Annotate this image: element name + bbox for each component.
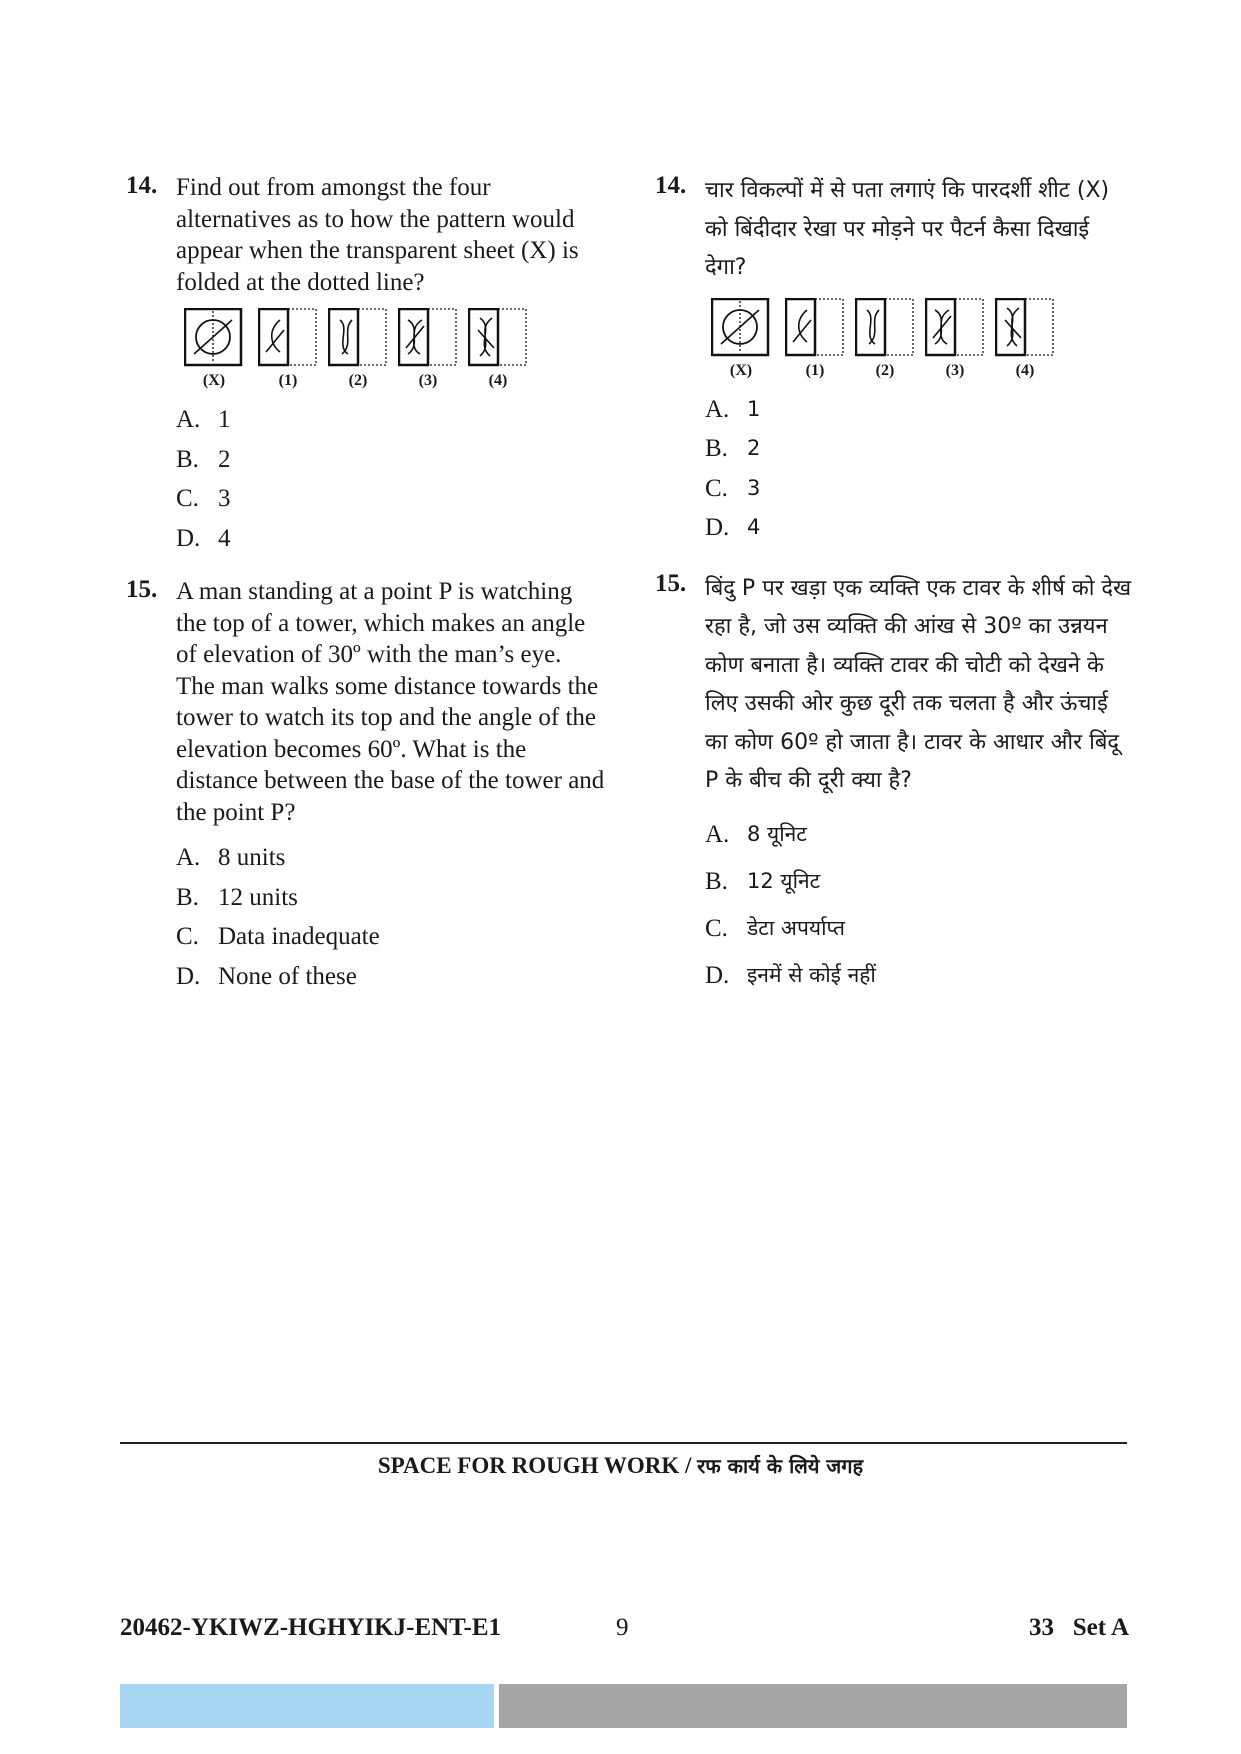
set-label: 33 Set A bbox=[1029, 1614, 1129, 1641]
question-15-hi bbox=[655, 570, 1135, 999]
answer-options bbox=[176, 838, 606, 996]
question-14-hi bbox=[655, 172, 1135, 548]
figure-option-1 bbox=[785, 298, 845, 380]
footer-bar-gray bbox=[499, 1684, 1127, 1728]
folded-figure-2 bbox=[328, 308, 388, 368]
figure-label: (2) bbox=[875, 361, 895, 379]
answer-options bbox=[176, 400, 606, 558]
option-b[interactable]: B. 12 units bbox=[176, 883, 298, 911]
figure-option-3 bbox=[398, 308, 458, 390]
option-c[interactable]: C. 3 bbox=[176, 485, 231, 512]
folded-figure-4 bbox=[468, 308, 528, 368]
answer-options bbox=[705, 390, 1135, 548]
folded-figure-4 bbox=[995, 298, 1055, 358]
option-a[interactable]: A. 1 bbox=[705, 395, 761, 423]
option-b[interactable]: B. 12 यूनिट bbox=[705, 867, 821, 895]
english-column bbox=[126, 172, 606, 996]
folded-figure-1 bbox=[785, 298, 845, 358]
question-number: 14. bbox=[655, 172, 687, 199]
figure-option-4 bbox=[995, 298, 1055, 380]
folding-figures bbox=[176, 308, 606, 390]
rough-work-divider bbox=[120, 1442, 1127, 1444]
option-a[interactable]: A. 8 यूनिट bbox=[705, 820, 807, 848]
transparent-sheet-figure bbox=[711, 298, 771, 358]
option-c[interactable]: C. डेटा अपर्याप्त bbox=[705, 914, 845, 942]
booklet-code: 20462-YKIWZ-HGHYIKJ-ENT-E1 bbox=[120, 1614, 502, 1641]
option-c[interactable]: C. 3 bbox=[705, 474, 761, 502]
option-d[interactable]: D. इनमें से कोई नहीं bbox=[705, 961, 876, 989]
figure-label: (3) bbox=[418, 372, 438, 389]
figure-label: (1) bbox=[805, 361, 825, 379]
figure-option-4 bbox=[468, 308, 528, 390]
question-number: 14. bbox=[126, 172, 158, 199]
question-14-en bbox=[126, 172, 606, 558]
figure-option-3 bbox=[925, 298, 985, 380]
question-text: A man standing at a point P is watching the top of a tower, which makes an angle of elevation of 30º with the man’s eye. The man walks some distance towards the tower to watch its top and the angle of the elevation becomes 60º. What is the distance between the base of the tower and the point P? bbox=[176, 578, 605, 826]
option-d[interactable]: D. 4 bbox=[705, 514, 761, 541]
figure-label: (2) bbox=[348, 372, 368, 389]
figure-label: (4) bbox=[488, 372, 508, 389]
folded-figure-1 bbox=[258, 308, 318, 368]
folding-figures bbox=[705, 298, 1135, 380]
folded-figure-3 bbox=[925, 298, 985, 358]
answer-options bbox=[705, 811, 1135, 999]
figure-x bbox=[711, 298, 771, 380]
transparent-sheet-figure bbox=[184, 308, 244, 368]
footer-bar-blue bbox=[120, 1684, 494, 1728]
folded-figure-3 bbox=[398, 308, 458, 368]
option-a[interactable]: A. 8 units bbox=[176, 844, 286, 871]
figure-option-2 bbox=[855, 298, 915, 380]
question-text: बिंदु P पर खड़ा एक व्यक्ति एक टावर के शीर्ष को देख रहा है, जो उस व्यक्ति की आंख से 30º का उन्नयन कोण बनाता है। व्यक्ति टावर की चोटी को देखने के लिए उसकी ओर कुछ दूरी तक चलता है और ऊंचाई का कोण 60º हो जाता है। टावर के आधार और बिंदू P के बीच की दूरी क्या है? bbox=[705, 575, 1132, 793]
rough-work-heading bbox=[0, 1452, 1241, 1479]
option-a[interactable]: A. 1 bbox=[176, 406, 231, 433]
question-15-en bbox=[126, 576, 606, 996]
question-text: चार विकल्पों में से पता लगाएं कि पारदर्शी शीट (X) को बिंदीदार रेखा पर मोड़ने पर पैटर्न कैसा दिखाई देगा? bbox=[705, 178, 1110, 280]
folded-figure-2 bbox=[855, 298, 915, 358]
hindi-column bbox=[655, 172, 1135, 999]
question-text: Find out from amongst the four alternatives as to how the pattern would appear when the transparent sheet (X) is folded at the dotted line? bbox=[176, 174, 579, 296]
figure-option-2 bbox=[328, 308, 388, 390]
rough-work-english: SPACE FOR ROUGH WORK / bbox=[377, 1453, 692, 1478]
question-number: 15. bbox=[126, 576, 158, 603]
figure-option-1 bbox=[258, 308, 318, 390]
figure-label: (X) bbox=[729, 361, 753, 379]
figure-label: (3) bbox=[945, 361, 965, 379]
option-d[interactable]: D. 4 bbox=[176, 524, 231, 552]
figure-label: (X) bbox=[202, 372, 226, 389]
option-c[interactable]: C. Data inadequate bbox=[176, 923, 380, 950]
option-b[interactable]: B. 2 bbox=[705, 435, 761, 462]
figure-x bbox=[184, 308, 244, 390]
option-b[interactable]: B. 2 bbox=[176, 445, 231, 473]
question-number: 15. bbox=[655, 569, 687, 597]
option-d[interactable]: D. None of these bbox=[176, 962, 357, 990]
figure-label: (1) bbox=[278, 372, 298, 389]
page-number: 9 bbox=[616, 1614, 629, 1641]
rough-work-hindi: रफ कार्य के लिये जगह bbox=[697, 1454, 864, 1478]
figure-label: (4) bbox=[1015, 361, 1035, 379]
